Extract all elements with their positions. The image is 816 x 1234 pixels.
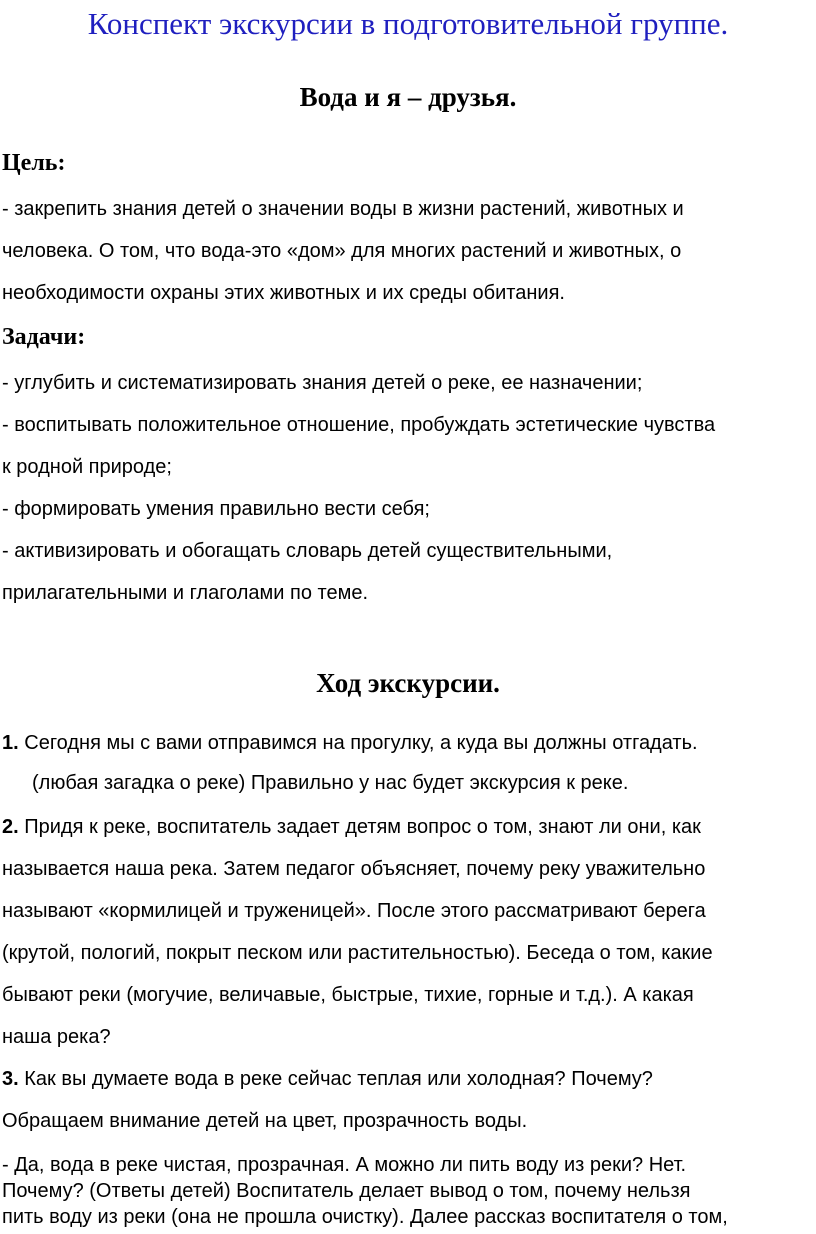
course-item-3-line: пить воду из реки (она не прошла очистку). Далее рассказ воспитателя о том, <box>2 1206 728 1228</box>
task-line: - углубить и систематизировать знания детей о реке, ее назначении; <box>2 372 643 394</box>
item-number: 2. <box>2 816 19 838</box>
task-line: к родной природе; <box>2 456 172 478</box>
course-item-2-line: бывают реки (могучие, величавые, быстрые, тихие, горные и т.д.). А какая <box>2 984 694 1006</box>
course-item-3-line: - Да, вода в реке чистая, прозрачная. А можно ли пить воду из реки? Нет. <box>2 1154 687 1176</box>
task-line: - формировать умения правильно вести себя; <box>2 498 430 520</box>
item-text: Сегодня мы с вами отправимся на прогулку, а куда вы должны отгадать. <box>24 732 698 754</box>
goal-heading: Цель: <box>2 150 66 176</box>
goal-line: человека. О том, что вода-это «дом» для многих растений и животных, о <box>2 240 682 262</box>
course-item-3-line: Почему? (Ответы детей) Воспитатель делает вывод о том, почему нельзя <box>2 1180 691 1202</box>
course-item-2-line: называют «кормилицей и труженицей». После этого рассматривают берега <box>2 900 706 922</box>
item-number: 3. <box>2 1068 19 1090</box>
task-line: - активизировать и обогащать словарь детей существительными, <box>2 540 613 562</box>
item-number: 1. <box>2 732 19 754</box>
course-item-2-line: (крутой, пологий, покрыт песком или растительностью). Беседа о том, какие <box>2 942 713 964</box>
course-item-2-line: наша река? <box>2 1026 111 1048</box>
goal-line: необходимости охраны этих животных и их среды обитания. <box>2 282 565 304</box>
course-item-3-line <box>2 1066 653 1092</box>
course-item-1-line <box>2 730 698 756</box>
tasks-heading: Задачи: <box>2 324 86 350</box>
course-item-1-line: (любая загадка о реке) Правильно у нас будет экскурсия к реке. <box>32 772 629 794</box>
item-text: Придя к реке, воспитатель задает детям вопрос о том, знают ли они, как <box>24 816 701 838</box>
document-subtitle: Вода и я – друзья. <box>299 82 517 112</box>
course-item-2-line <box>2 814 701 840</box>
document-title: Конспект экскурсии в подготовительной группе. <box>87 6 729 41</box>
task-line: - воспитывать положительное отношение, пробуждать эстетические чувства <box>2 414 716 436</box>
goal-line: - закрепить знания детей о значении воды в жизни растений, животных и <box>2 198 684 220</box>
course-item-2-line: называется наша река. Затем педагог объясняет, почему реку уважительно <box>2 858 706 880</box>
course-heading: Ход экскурсии. <box>316 668 500 698</box>
item-text: Как вы думаете вода в реке сейчас теплая или холодная? Почему? <box>24 1068 653 1090</box>
task-line: прилагательными и глаголами по теме. <box>2 582 369 604</box>
course-item-3-line: Обращаем внимание детей на цвет, прозрачность воды. <box>2 1110 528 1132</box>
